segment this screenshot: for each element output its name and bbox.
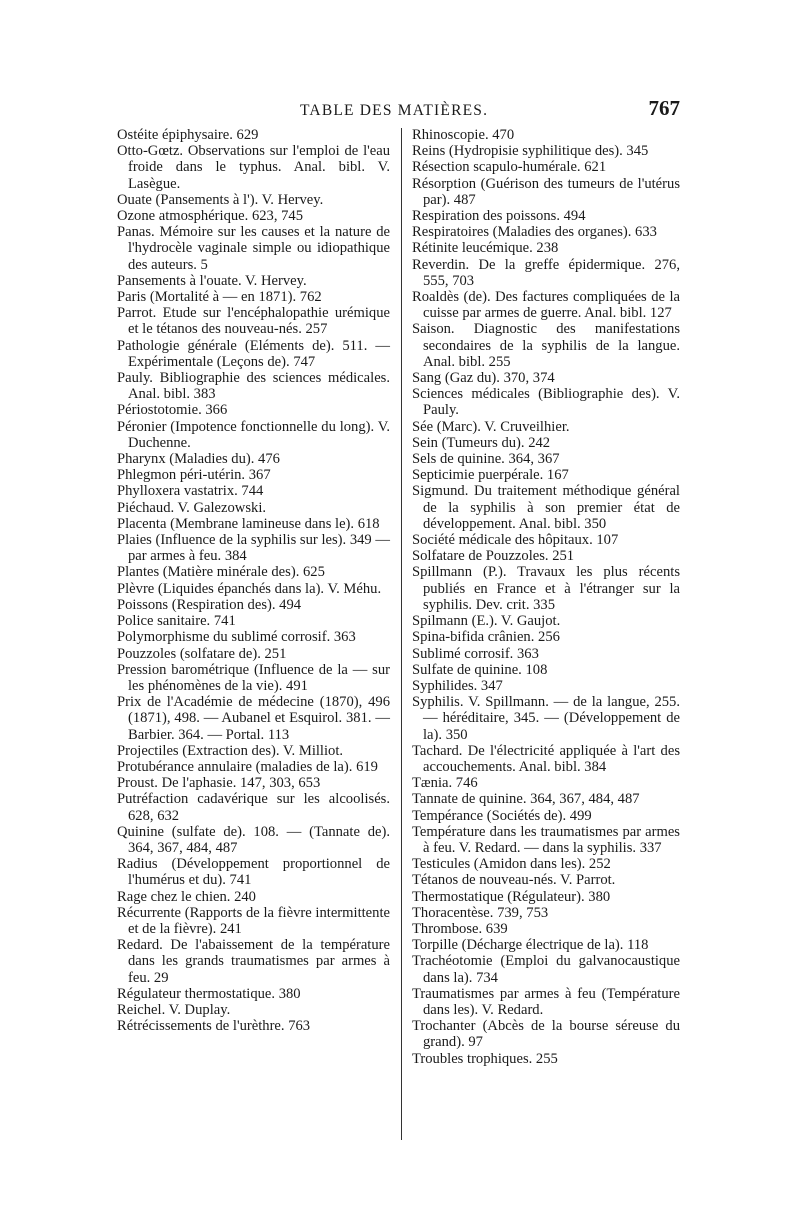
index-entry: Résorption (Guérison des tumeurs de l'utérus par). 487 (412, 175, 680, 208)
index-entry: Sciences médicales (Bibliographie des). V. Pauly. (412, 386, 680, 419)
index-entry: Quinine (sulfate de). 108. — (Tannate de). 364, 367, 484, 487 (117, 823, 390, 856)
index-entry: Phylloxera vastatrix. 744 (117, 483, 264, 500)
index-entry: Putréfaction cadavérique sur les alcoolisés. 628, 632 (117, 791, 390, 824)
index-entry: Tétanos de nouveau-nés. V. Parrot. (412, 872, 616, 889)
index-entry: Société médicale des hôpitaux. 107 (412, 532, 619, 549)
index-entry: Redard. De l'abaissement de la température dans les grands traumatismes par armes à feu. 29 (117, 937, 390, 986)
index-entry: Rétrécissements de l'urèthre. 763 (117, 1018, 311, 1035)
index-entry: Thrombose. 639 (412, 920, 508, 937)
index-entry: Ostéite épiphysaire. 629 (117, 127, 259, 143)
index-entry: Sein (Tumeurs du). 242 (412, 434, 551, 451)
index-entry: Résection scapulo-humérale. 621 (412, 159, 607, 176)
index-entry: Plèvre (Liquides épanchés dans la). V. Méhu. (117, 580, 382, 597)
index-entry: Proust. De l'aphasie. 147, 303, 653 (117, 775, 321, 792)
index-entry: Syphilis. V. Spillmann. — de la langue, 255. — héréditaire, 345. — (Développement de la). 350 (412, 694, 680, 743)
index-entry: Parrot. Etude sur l'encéphalopathie urémique et le tétanos des nouveau-nés. 257 (117, 305, 390, 338)
index-entry: Ouate (Pansements à l'). V. Hervey. (117, 191, 324, 208)
index-entry: Paris (Mortalité à — en 1871). 762 (117, 289, 322, 306)
index-entry: Septicimie puerpérale. 167 (412, 467, 569, 484)
index-entry: Troubles trophiques. 255 (412, 1050, 558, 1067)
index-entry: Plaies (Influence de la syphilis sur les). 349 — par armes à feu. 384 (117, 532, 390, 565)
index-entry: Trochanter (Abcès de la bourse séreuse du grand). 97 (412, 1018, 680, 1051)
index-entry: Pathologie générale (Eléments de). 511. — Expérimentale (Leçons de). 747 (117, 337, 390, 370)
index-entry: Rage chez le chien. 240 (117, 888, 256, 905)
column-divider (401, 128, 402, 1140)
index-entry: Tannate de quinine. 364, 367, 484, 487 (412, 791, 640, 808)
index-entry: Panas. Mémoire sur les causes et la nature de l'hydrocèle vaginale simple ou idiopathique des auteurs. 5 (117, 224, 390, 273)
index-entry: Radius (Développement proportionnel de l'humérus et du). 741 (117, 856, 390, 889)
index-entry: Reverdin. De la greffe épidermique. 276, 555, 703 (412, 256, 680, 289)
index-entry: Tempérance (Sociétés de). 499 (412, 807, 592, 824)
index-entry: Reichel. V. Duplay. (117, 1001, 231, 1018)
index-entry: Protubérance annulaire (maladies de la). 619 (117, 758, 378, 775)
index-entry: Syphilides. 347 (412, 677, 503, 694)
index-entry: Régulateur thermostatique. 380 (117, 985, 301, 1002)
index-entry: Torpille (Décharge électrique de la). 118 (412, 937, 649, 954)
index-entry: Trachéotomie (Emploi du galvanocaustique dans la). 734 (412, 953, 680, 986)
index-entry: Spina-bifida crânien. 256 (412, 629, 560, 646)
index-entry: Pouzzoles (solfatare de). 251 (117, 645, 287, 662)
index-entry: Pharynx (Maladies du). 476 (117, 451, 280, 468)
index-entry: Pansements à l'ouate. V. Hervey. (117, 272, 307, 289)
index-entry: Testicules (Amidon dans les). 252 (412, 856, 611, 873)
index-entry: Sang (Gaz du). 370, 374 (412, 370, 555, 387)
index-entry: Péronier (Impotence fonctionnelle du long). V. Duchenne. (117, 418, 390, 451)
index-entry: Rhinoscopie. 470 (412, 127, 515, 143)
index-entry: Spillmann (P.). Travaux les plus récents publiés en France et à l'étranger sur la syphilis. Dev. crit. 335 (412, 564, 680, 613)
index-entry: Poissons (Respiration des). 494 (117, 596, 302, 613)
index-column-left (117, 127, 390, 1034)
index-entry: Sigmund. Du traitement méthodique général de la syphilis à son premier état de développement. Anal. bibl. 350 (412, 483, 680, 532)
index-entry: Tachard. De l'électricité appliquée à l'art des accouchements. Anal. bibl. 384 (412, 742, 680, 775)
running-title: TABLE DES MATIÈRES. (300, 102, 489, 119)
index-entry: Spilmann (E.). V. Gaujot. (412, 613, 561, 630)
index-entry: Solfatare de Pouzzoles. 251 (412, 548, 575, 565)
index-entry: Thoracentèse. 739, 753 (412, 904, 549, 921)
index-entry: Tænia. 746 (412, 775, 478, 792)
index-entry: Projectiles (Extraction des). V. Milliot. (117, 742, 344, 759)
page-header (110, 96, 680, 126)
index-entry: Thermostatique (Régulateur). 380 (412, 888, 611, 905)
index-entry: Piéchaud. V. Galezowski. (117, 499, 267, 516)
index-entry: Reins (Hydropisie syphilitique des). 345 (412, 143, 649, 160)
index-entry: Placenta (Membrane lamineuse dans le). 618 (117, 515, 380, 532)
index-entry: Police sanitaire. 741 (117, 613, 236, 630)
index-entry: Pression barométrique (Influence de la — sur les phénomènes de la vie). 491 (117, 661, 390, 694)
index-entry: Sulfate de quinine. 108 (412, 661, 548, 678)
index-entry: Prix de l'Académie de médecine (1870), 496 (1871), 498. — Aubanel et Esquirol. 381. — Barbier. 364. — Portal. 113 (117, 694, 390, 743)
index-entry: Récurrente (Rapports de la fièvre intermittente et de la fièvre). 241 (117, 904, 390, 937)
index-entry: Respiratoires (Maladies des organes). 633 (412, 224, 657, 241)
index-entry: Plantes (Matière minérale des). 625 (117, 564, 325, 581)
index-entry: Sels de quinine. 364, 367 (412, 451, 560, 468)
index-column-right (412, 127, 680, 1067)
index-entry: Ozone atmosphérique. 623, 745 (117, 208, 304, 225)
index-entry: Traumatismes par armes à feu (Température dans les). V. Redard. (412, 985, 680, 1018)
index-entry: Périostotomie. 366 (117, 402, 228, 419)
index-entry: Sublimé corrosif. 363 (412, 645, 539, 662)
index-entry: Saison. Diagnostic des manifestations secondaires de la syphilis de la langue. Anal. bibl. 255 (412, 321, 680, 370)
index-entry: Rétinite leucémique. 238 (412, 240, 559, 257)
index-entry: Température dans les traumatismes par armes à feu. V. Redard. — dans la syphilis. 337 (412, 823, 680, 856)
index-entry: Sée (Marc). V. Cruveilhier. (412, 418, 570, 435)
index-entry: Polymorphisme du sublimé corrosif. 363 (117, 629, 356, 646)
index-entry: Otto-Gœtz. Observations sur l'emploi de l'eau froide dans le typhus. Anal. bibl. V. Lasègue. (117, 143, 390, 192)
page-number: 767 (648, 96, 680, 120)
index-entry: Respiration des poissons. 494 (412, 208, 586, 225)
index-entry: Phlegmon péri-utérin. 367 (117, 467, 271, 484)
index-entry: Pauly. Bibliographie des sciences médicales. Anal. bibl. 383 (117, 370, 390, 403)
index-entry: Roaldès (de). Des factures compliquées de la cuisse par armes de guerre. Anal. bibl. 127 (412, 289, 680, 322)
